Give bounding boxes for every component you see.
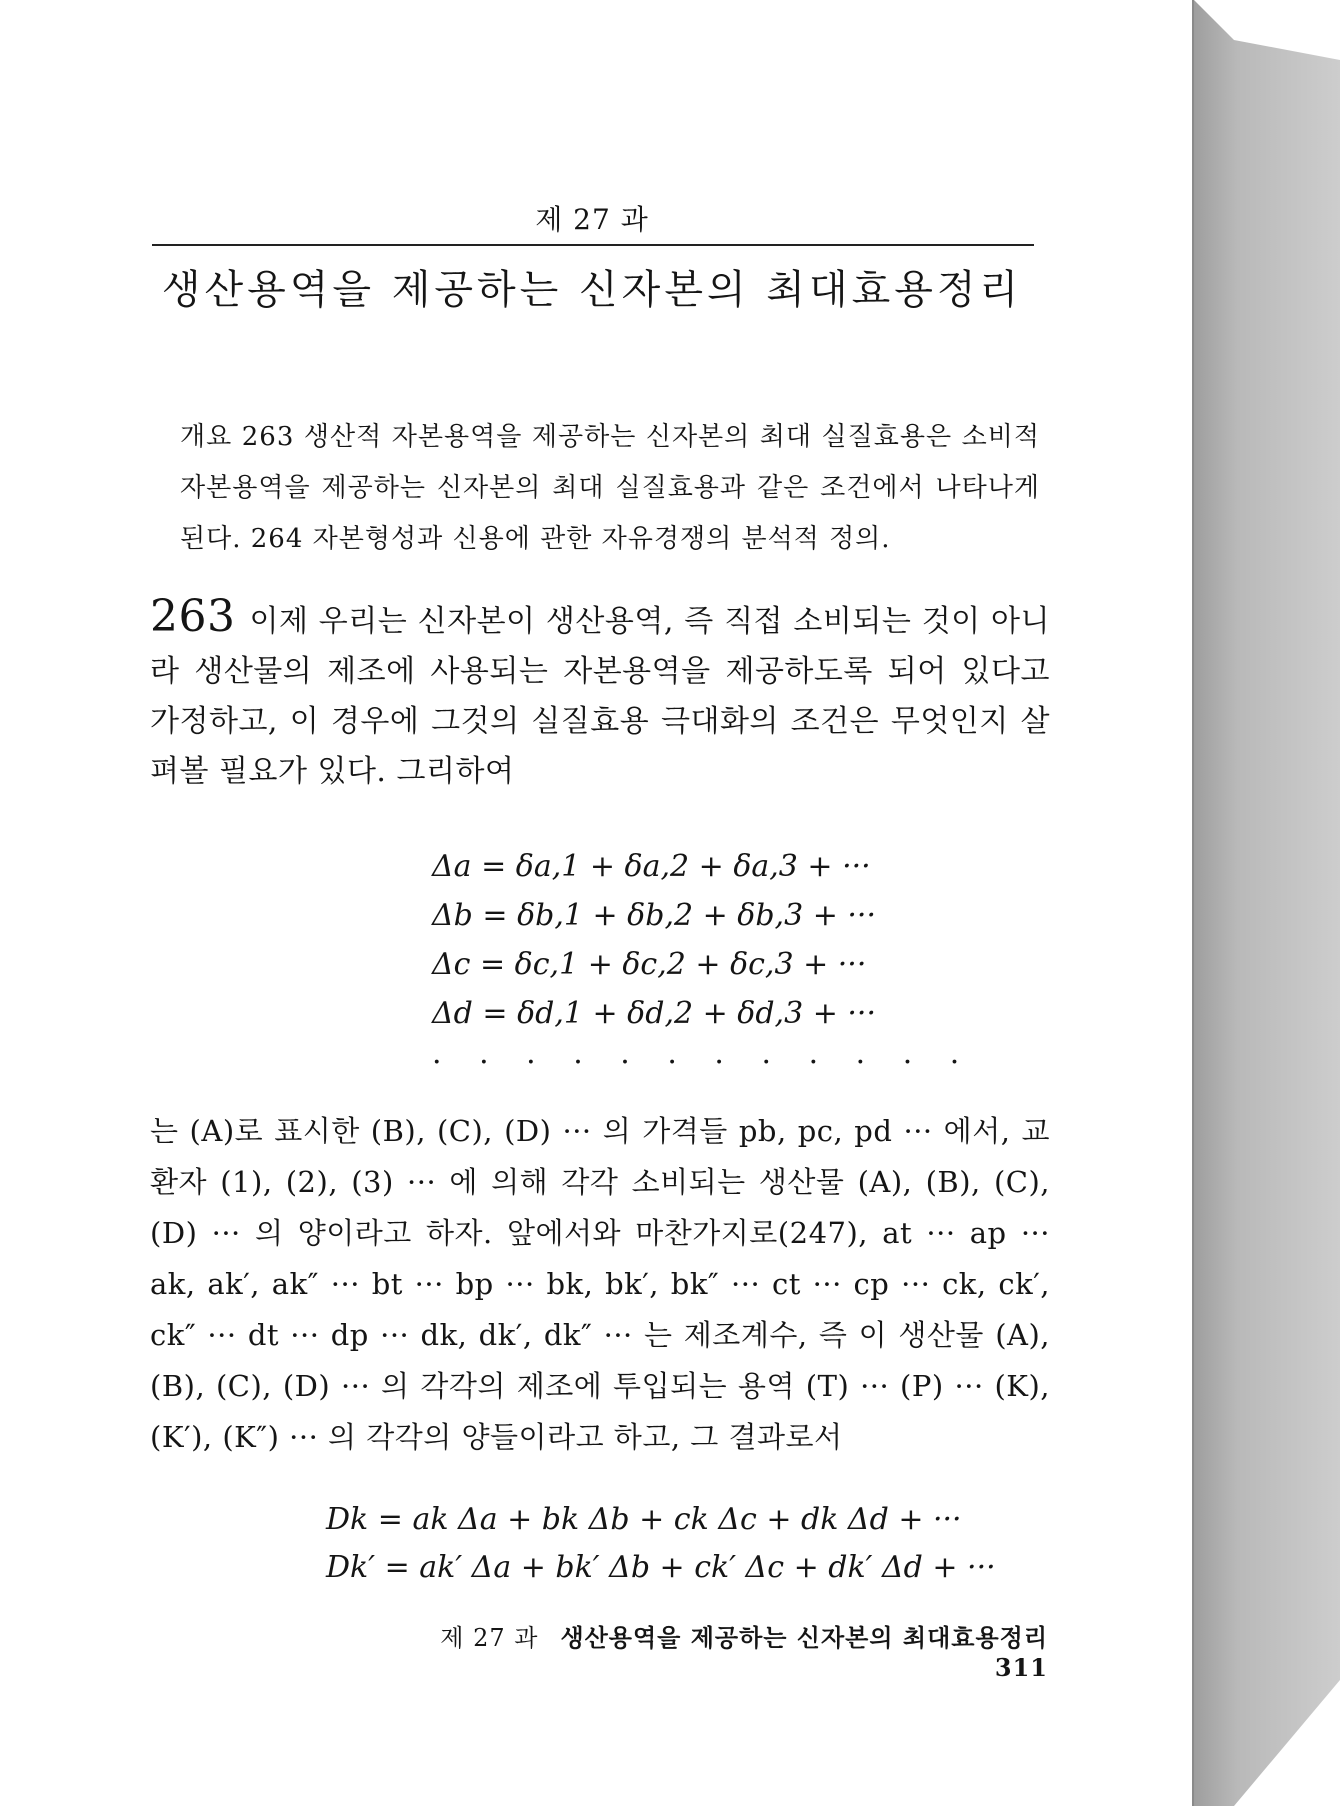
page-number: 311 <box>994 1653 1048 1682</box>
section-263-text: 이제 우리는 신자본이 생산용역, 즉 직접 소비되는 것이 아니라 생산물의 제조에 사용되는 자본용역을 제공하도록 되어 있다고 가정하고, 이 경우에 그것의 실질효용 극대화의 조건은 무엇인지 살펴볼 필요가 있다. 그리하여 <box>150 604 1050 789</box>
page-title: 생산용역을 제공하는 신자본의 최대효용정리 <box>161 267 1023 313</box>
paragraph-after <box>150 1106 1050 1463</box>
d-equations <box>326 1496 996 1592</box>
delta-equation-d: Δd = δd,1 + δd,2 + δd,3 + ··· <box>432 996 876 1031</box>
delta-equation-a: Δa = δa,1 + δa,2 + δa,3 + ··· <box>432 849 871 884</box>
summary-text: 개요 263 생산적 자본용역을 제공하는 신자본의 최대 실질효용은 소비적 자본용역을 제공하는 신자본의 최대 실질효용과 같은 조건에서 나타나게 된다. 264 자본형성과 신용에 관한 자유경쟁의 분석적 정의. <box>180 422 1040 554</box>
summary-block <box>180 412 1040 565</box>
title-rule <box>152 244 1034 246</box>
delta-equations <box>432 842 973 1087</box>
footer-lesson-label: 제 27 과 <box>440 1624 539 1652</box>
book-side-edge <box>1194 0 1340 1806</box>
delta-equation-b: Δb = δb,1 + δb,2 + δb,3 + ··· <box>432 898 876 933</box>
section-number: 263 <box>150 591 236 642</box>
lesson-label: 제 27 과 <box>535 203 649 236</box>
running-footer <box>380 1618 1048 1682</box>
delta-equation-ellipsis: · · · · · · · · · · · · <box>432 1045 974 1080</box>
section-263-paragraph <box>150 592 1050 797</box>
footer-title: 생산용역을 제공하는 신자본의 최대효용정리 <box>560 1623 1048 1652</box>
d-equation-k-prime: Dk′ = ak′ Δa + bk′ Δb + ck′ Δc + dk′ Δd + ··· <box>326 1550 996 1585</box>
delta-equation-c: Δc = δc,1 + δc,2 + δc,3 + ··· <box>432 947 867 982</box>
paragraph-after-text: 는 (A)로 표시한 (B), (C), (D) ··· 의 가격들 pb, pc, pd ··· 에서, 교환자 (1), (2), (3) ··· 에 의해 각각 소비되는 생산물 (A), (B), (C), (D) ··· 의 양이라고 하자. 앞에서와 마찬가지로(247), at ··· ap ··· ak, ak′, ak″ ··· bt ··· bp ··· bk, bk′, bk″ ··· ct ··· cp ··· ck, ck′, ck″ ··· dt ··· dp ··· dk, dk′, dk″ ··· 는 제조계수, 즉 이 생산물 (A), (B), (C), (D) ··· 의 각각의 제조에 투입되는 용역 (T) ··· (P) ··· (K), (K′), (K″) ··· 의 각각의 양들이라고 하고, 그 결과로서 <box>150 1114 1050 1454</box>
section-263 <box>150 592 1050 797</box>
d-equation-k: Dk = ak Δa + bk Δb + ck Δc + dk Δd + ··· <box>326 1502 962 1537</box>
